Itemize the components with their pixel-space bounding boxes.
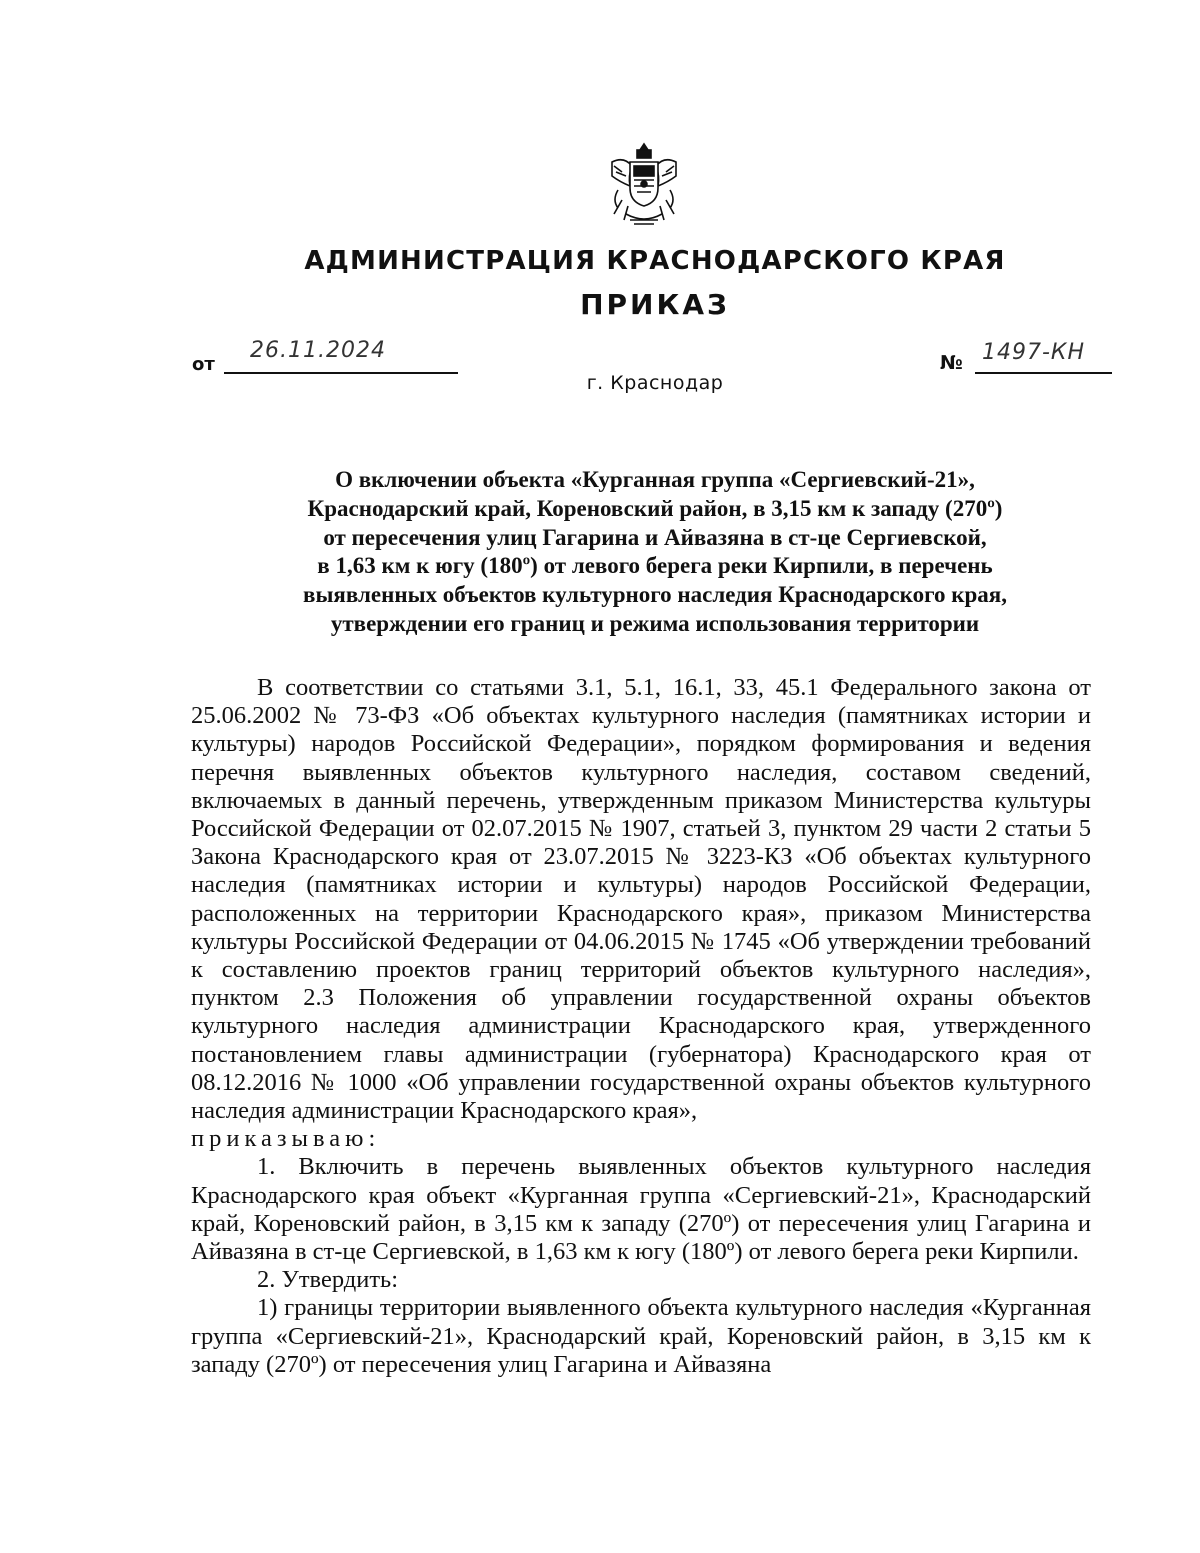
title-line: от пересечения улиц Гагарина и Айвазяна в ст-це Сергиевской, xyxy=(323,524,987,550)
title-line: утверждении его границ и режима использования территории xyxy=(330,610,980,636)
title-line: Краснодарский край, Кореновский район, в 3,15 км к западу (270º) xyxy=(307,495,1003,521)
order-word: приказываю: xyxy=(191,1125,381,1153)
document-body xyxy=(191,674,1091,1379)
date-value: 26.11.2024 xyxy=(250,338,386,363)
title-line: в 1,63 км к югу (180º) от левого берега реки Кирпили, в перечень xyxy=(317,553,993,579)
number-label: № xyxy=(940,352,963,374)
item-2-paragraph: 2. Утвердить: xyxy=(257,1266,399,1294)
preamble-paragraph: В соответствии со статьями 3.1, 5.1, 16.1, 33, 45.1 Федерального закона от 25.06.2002 № 73-ФЗ «Об объектах культурного наследия (памятниках истории и культуры) народов Российской Федерации», порядком формирования и ведения перечня выявленных объектов культурного наследия, составом сведений, включаемых в данный перечень, утвержденным приказом Министерства культуры Российской Федерации от 02.07.2015 № 1907, статьей 3, пунктом 29 части 2 статьи 5 Закона Краснодарского края от 23.07.2015 № 3223-КЗ «Об объектах культурного наследия (памятниках истории и культуры) народов Российской Федерации, расположенных на территории Краснодарского края», приказом Министерства культуры Российской Федерации от 04.06.2015 № 1745 «Об утверждении требований к составлению проектов границ территорий объектов культурного наследия», пунктом 2.3 Положения об управлении государственной охраны объектов культурного наследия администрации Краснодарского края, утвержденного постановлением главы администрации (губернатора) Краснодарского края от 08.12.2016 № 1000 «Об управлении государственной охраны объектов культурного наследия администрации Краснодарского края», xyxy=(191,674,1091,1125)
organization-name: АДМИНИСТРАЦИЯ КРАСНОДАРСКОГО КРАЯ xyxy=(304,246,1006,276)
coat-of-arms-icon xyxy=(604,140,684,228)
city: г. Краснодар xyxy=(586,372,724,394)
title-line: выявленных объектов культурного наследия Краснодарского края, xyxy=(303,582,1007,608)
item-2-1-paragraph: 1) границы территории выявленного объекта культурного наследия «Курганная группа «Сергиевский-21», Краснодарский край, Кореновский район, в 3,15 км к западу (270º) от пересечения улиц Гагарина и Айвазяна xyxy=(191,1294,1091,1378)
document-title xyxy=(200,466,1110,639)
document-type: ПРИКАЗ xyxy=(580,288,730,321)
number-value: 1497-КН xyxy=(982,340,1086,365)
item-1-paragraph: 1. Включить в перечень выявленных объектов культурного наследия Краснодарского края объект «Курганная группа «Сергиевский-21», Краснодарский край, Кореновский район, в 3,15 км к западу (270º) от пересечения улиц Гагарина и Айвазяна в ст-це Сергиевской, в 1,63 км к югу (180º) от левого берега реки Кирпили. xyxy=(191,1153,1091,1266)
date-label: от xyxy=(192,354,215,375)
title-line: О включении объекта «Курганная группа «Сергиевский-21», xyxy=(335,467,975,492)
